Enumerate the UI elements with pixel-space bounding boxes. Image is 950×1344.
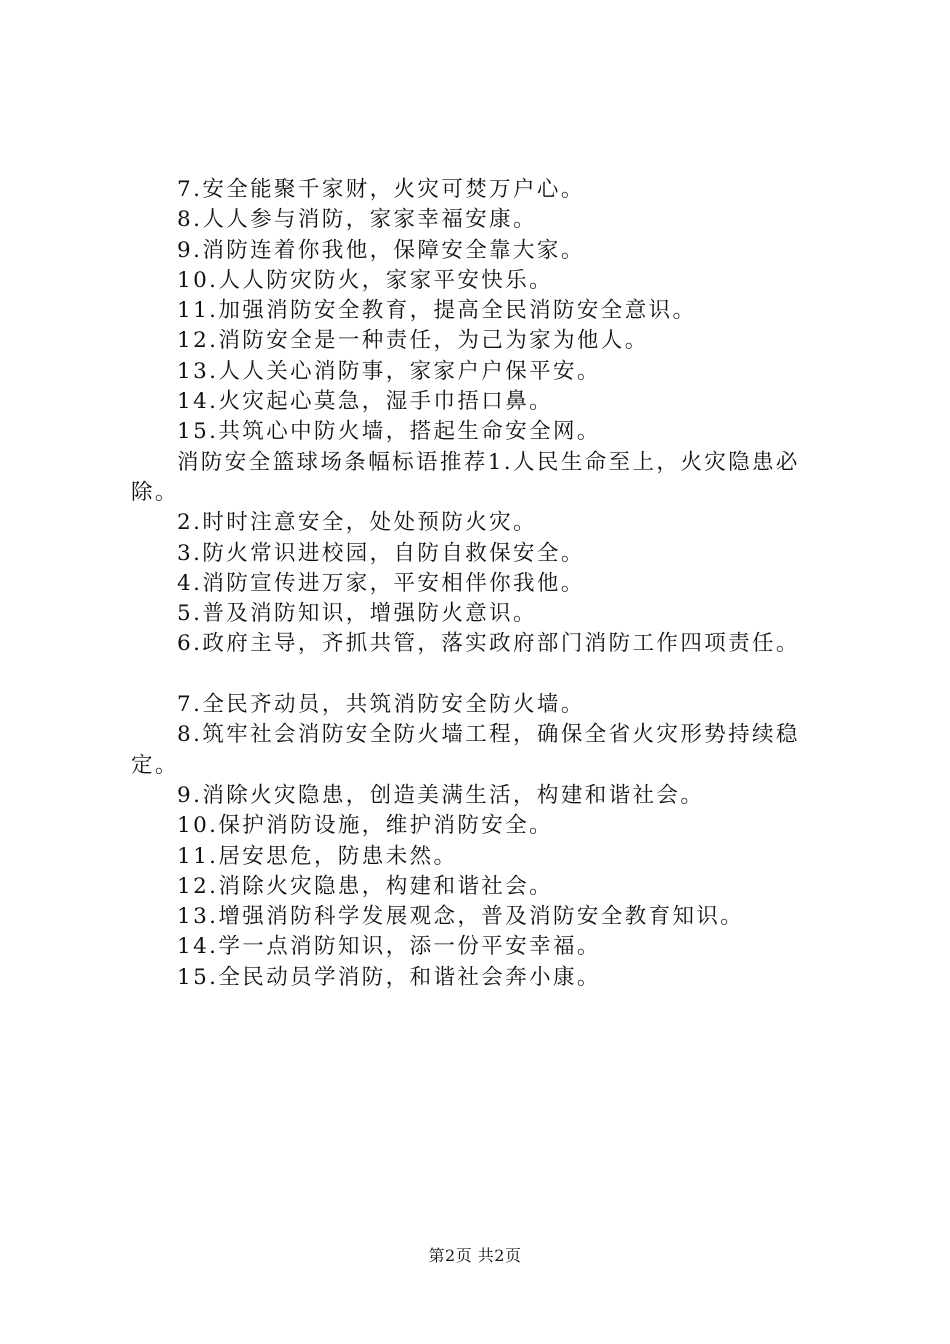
slogan-line: 12.消防安全是一种责任，为己为家为他人。 — [177, 328, 649, 354]
slogan-line: 5.普及消防知识，增强防火意识。 — [177, 601, 537, 627]
slogan-line: 11.居安思危，防患未然。 — [177, 843, 458, 869]
slogan-line: 11.加强消防安全教育，提高全民消防安全意识。 — [177, 298, 697, 324]
document-body — [131, 175, 841, 993]
slogan-line: 8.筑牢社会消防安全防火墙工程，确保全省火灾形势持续稳定。 — [131, 722, 800, 778]
slogan-line: 3.防火常识进校园，自防自救保安全。 — [177, 540, 585, 566]
slogan-line: 2.时时注意安全，处处预防火灾。 — [177, 510, 537, 536]
slogan-line: 7.安全能聚千家财，火灾可焚万户心。 — [177, 177, 585, 202]
slogan-line: 7.全民齐动员，共筑消防安全防火墙。 — [177, 692, 585, 718]
slogan-line: 9.消防连着你我他，保障安全靠大家。 — [177, 237, 585, 263]
slogan-line: 14.学一点消防知识，添一份平安幸福。 — [177, 934, 601, 960]
slogan-line: 10.保护消防设施，维护消防安全。 — [177, 813, 553, 839]
slogan-line: 14.火灾起心莫急，湿手巾捂口鼻。 — [177, 389, 553, 415]
slogan-line: 6.政府主导，齐抓共管，落实政府部门消防工作四项责任。 — [177, 631, 800, 657]
slogan-line: 4.消防宣传进万家，平安相伴你我他。 — [177, 570, 585, 596]
slogan-line: 15.全民动员学消防，和谐社会奔小康。 — [177, 964, 601, 990]
slogan-line: 8.人人参与消防，家家幸福安康。 — [177, 207, 537, 233]
page-footer: 第2页 共2页 — [428, 1246, 522, 1265]
slogan-line: 13.增强消防科学发展观念，普及消防安全教育知识。 — [177, 904, 745, 930]
slogan-line: 12.消除火灾隐患，构建和谐社会。 — [177, 873, 553, 899]
slogan-line: 10.人人防灾防火，家家平安快乐。 — [177, 267, 553, 293]
slogan-line: 9.消除火灾隐患，创造美满生活，构建和谐社会。 — [177, 782, 705, 808]
slogan-line: 15.共筑心中防火墙，搭起生命安全网。 — [177, 419, 601, 445]
slogan-line: 13.人人关心消防事，家家户户保平安。 — [177, 358, 601, 384]
section-heading-line: 消防安全篮球场条幅标语推荐1.人民生命至上，火灾隐患必除。 — [131, 449, 800, 505]
